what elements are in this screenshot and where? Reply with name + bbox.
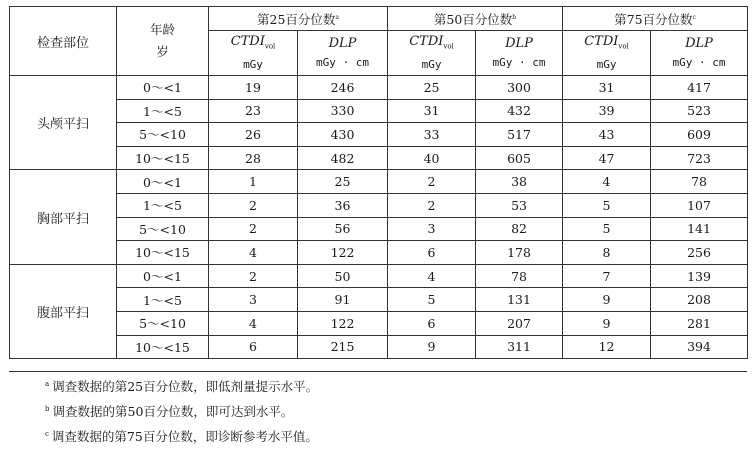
age-cell: 10～<15 (117, 241, 209, 265)
p75-ctdi-cell: 39 (563, 99, 651, 123)
age-cell: 1～<5 (117, 288, 209, 312)
p25-dlp-cell: 122 (298, 241, 388, 265)
table-row (10, 76, 748, 100)
footnotes (9, 371, 747, 452)
p75-dlp-cell: 208 (651, 288, 748, 312)
age-cell: 1～<5 (117, 193, 209, 217)
age-cell: 0～<1 (117, 170, 209, 194)
part-cell: 腹部平扫 (10, 264, 117, 358)
footnote-mark: c (45, 429, 49, 438)
table-row (10, 170, 748, 194)
header-p75-mark: c (692, 13, 696, 21)
p50-dlp-cell: 517 (476, 123, 563, 147)
p75-dlp-cell: 281 (651, 311, 748, 335)
dlp-unit: mGy · cm (316, 56, 369, 69)
p50-dlp-cell: 131 (476, 288, 563, 312)
ctdi-sub: vol (264, 42, 276, 51)
header-part: 检查部位 (10, 7, 117, 76)
age-cell: 5～<10 (117, 217, 209, 241)
footnote-b (45, 402, 293, 420)
p25-ctdi-cell: 1 (209, 170, 298, 194)
p25-dlp-cell: 330 (298, 99, 388, 123)
p25-ctdi-cell: 4 (209, 311, 298, 335)
p75-ctdi-cell: 5 (563, 193, 651, 217)
dose-reference-table (9, 6, 748, 359)
header-p50 (388, 7, 563, 31)
header-p25-ctdi (209, 31, 298, 76)
p50-ctdi-cell: 31 (388, 99, 476, 123)
p50-ctdi-cell: 4 (388, 264, 476, 288)
p25-ctdi-cell: 2 (209, 264, 298, 288)
p75-ctdi-cell: 47 (563, 146, 651, 170)
age-cell: 10～<15 (117, 146, 209, 170)
p75-dlp-cell: 609 (651, 123, 748, 147)
p50-ctdi-cell: 2 (388, 170, 476, 194)
p75-dlp-cell: 523 (651, 99, 748, 123)
p75-ctdi-cell: 43 (563, 123, 651, 147)
footnote-text: 调查数据的第50百分位数，即可达到水平。 (52, 404, 294, 419)
dlp-unit: mGy · cm (672, 56, 726, 69)
table-row (10, 193, 748, 217)
p75-dlp-cell: 256 (651, 241, 748, 265)
p75-ctdi-cell: 5 (563, 217, 651, 241)
p25-dlp-cell: 36 (298, 193, 388, 217)
footnote-text: 调查数据的第25百分位数，即低剂量提示水平。 (52, 379, 319, 394)
age-cell: 0～<1 (117, 264, 209, 288)
p25-dlp-cell: 246 (298, 76, 388, 100)
dlp-label: DLP (328, 36, 357, 51)
p25-dlp-cell: 56 (298, 217, 388, 241)
header-p75 (563, 7, 748, 31)
p25-ctdi-cell: 6 (209, 335, 298, 359)
part-cell: 头颅平扫 (10, 76, 117, 170)
p25-dlp-cell: 122 (298, 311, 388, 335)
header-p75-ctdi (563, 31, 651, 76)
header-age-line2: 岁 (156, 44, 169, 59)
p50-dlp-cell: 300 (476, 76, 563, 100)
header-p25 (209, 7, 388, 31)
p75-dlp-cell: 141 (651, 217, 748, 241)
age-cell: 1～<5 (117, 99, 209, 123)
p75-ctdi-cell: 12 (563, 335, 651, 359)
p75-ctdi-cell: 7 (563, 264, 651, 288)
p50-ctdi-cell: 6 (388, 311, 476, 335)
header-age (117, 7, 209, 76)
p25-dlp-cell: 482 (298, 146, 388, 170)
p75-dlp-cell: 394 (651, 335, 748, 359)
p25-dlp-cell: 25 (298, 170, 388, 194)
footnote-c (45, 427, 318, 445)
table-row (10, 146, 748, 170)
dlp-label: DLP (505, 36, 533, 51)
age-cell: 5～<10 (117, 123, 209, 147)
ctdi-label: CTDI (230, 33, 265, 49)
table-row (10, 335, 748, 359)
ctdi-sub: vol (618, 42, 629, 51)
dlp-label: DLP (685, 36, 713, 51)
header-p75-label: 第75百分位数 (614, 11, 693, 27)
table-row (10, 264, 748, 288)
p50-ctdi-cell: 3 (388, 217, 476, 241)
table-row (10, 99, 748, 123)
p25-dlp-cell: 215 (298, 335, 388, 359)
header-p50-mark: b (512, 13, 517, 21)
p75-dlp-cell: 107 (651, 193, 748, 217)
header-p50-dlp (476, 31, 563, 76)
header-p25-dlp (298, 31, 388, 76)
ctdi-label: CTDI (409, 33, 444, 49)
p50-dlp-cell: 432 (476, 99, 563, 123)
footnote-mark: a (45, 379, 50, 388)
p75-dlp-cell: 417 (651, 76, 748, 100)
table-row (10, 288, 748, 312)
p25-ctdi-cell: 23 (209, 99, 298, 123)
ctdi-unit: mGy (596, 58, 617, 72)
p25-ctdi-cell: 19 (209, 76, 298, 100)
p75-ctdi-cell: 9 (563, 288, 651, 312)
p75-ctdi-cell: 9 (563, 311, 651, 335)
p50-dlp-cell: 53 (476, 193, 563, 217)
p50-ctdi-cell: 2 (388, 193, 476, 217)
table-row (10, 123, 748, 147)
p50-dlp-cell: 311 (476, 335, 563, 359)
age-cell: 10～<15 (117, 335, 209, 359)
ctdi-sub: vol (443, 42, 454, 51)
p25-dlp-cell: 91 (298, 288, 388, 312)
p50-dlp-cell: 207 (476, 311, 563, 335)
p75-dlp-cell: 139 (651, 264, 748, 288)
p25-ctdi-cell: 2 (209, 193, 298, 217)
header-age-line1: 年龄 (149, 22, 175, 37)
p75-dlp-cell: 723 (651, 146, 748, 170)
p25-ctdi-cell: 26 (209, 123, 298, 147)
table-body (10, 76, 748, 359)
p50-dlp-cell: 38 (476, 170, 563, 194)
p50-dlp-cell: 82 (476, 217, 563, 241)
p25-ctdi-cell: 4 (209, 241, 298, 265)
header-p75-dlp (651, 31, 748, 76)
p25-dlp-cell: 430 (298, 123, 388, 147)
dlp-unit: mGy · cm (492, 56, 546, 69)
p75-dlp-cell: 78 (651, 170, 748, 194)
p50-ctdi-cell: 6 (388, 241, 476, 265)
p75-ctdi-cell: 8 (563, 241, 651, 265)
table-row (10, 241, 748, 265)
p50-ctdi-cell: 9 (388, 335, 476, 359)
p50-dlp-cell: 78 (476, 264, 563, 288)
footnote-text: 调查数据的第75百分位数，即诊断参考水平值。 (51, 429, 318, 444)
p25-ctdi-cell: 3 (209, 288, 298, 312)
age-cell: 0～<1 (117, 76, 209, 100)
ctdi-unit: mGy (421, 58, 442, 72)
ctdi-unit: mGy (243, 58, 263, 72)
p50-ctdi-cell: 40 (388, 146, 476, 170)
ctdi-label: CTDI (584, 33, 619, 49)
p50-ctdi-cell: 5 (388, 288, 476, 312)
p50-ctdi-cell: 25 (388, 76, 476, 100)
part-cell: 胸部平扫 (10, 170, 117, 264)
age-cell: 5～<10 (117, 311, 209, 335)
p75-ctdi-cell: 31 (563, 76, 651, 100)
header-p25-mark: a (335, 13, 339, 21)
table-row (10, 217, 748, 241)
footnote-a (45, 377, 318, 395)
header-p25-label: 第25百分位数 (257, 11, 336, 27)
header-p50-label: 第50百分位数 (433, 11, 513, 27)
p75-ctdi-cell: 4 (563, 170, 651, 194)
header-p50-ctdi (388, 31, 476, 76)
p25-ctdi-cell: 28 (209, 146, 298, 170)
p25-dlp-cell: 50 (298, 264, 388, 288)
p50-ctdi-cell: 33 (388, 123, 476, 147)
table-row (10, 311, 748, 335)
p25-ctdi-cell: 2 (209, 217, 298, 241)
footnote-mark: b (45, 404, 50, 413)
p50-dlp-cell: 605 (476, 146, 563, 170)
p50-dlp-cell: 178 (476, 241, 563, 265)
